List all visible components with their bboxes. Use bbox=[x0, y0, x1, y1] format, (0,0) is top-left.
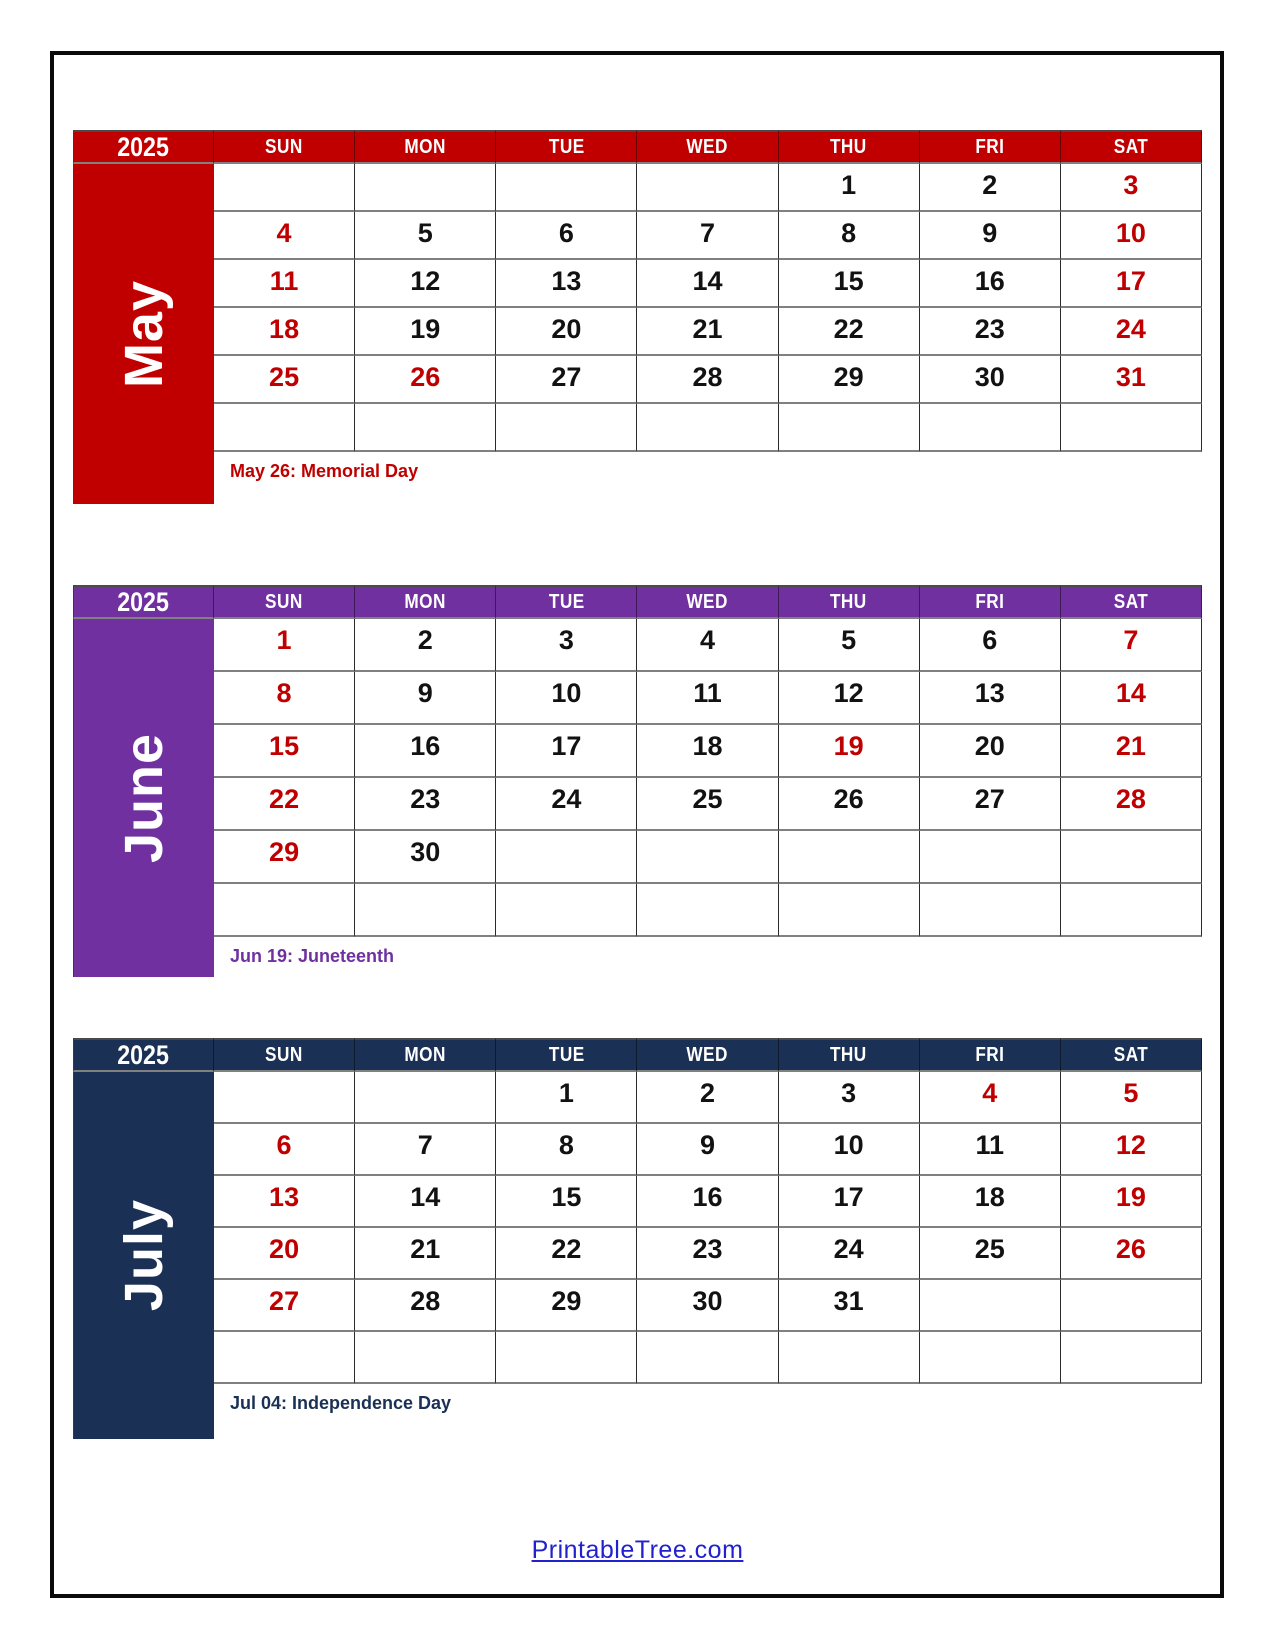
day-cell-june-22: 22 bbox=[214, 778, 355, 831]
day-cell-may-26: 26 bbox=[355, 356, 496, 404]
month-name-label: June bbox=[114, 732, 174, 864]
day-cell-june-28: 28 bbox=[1061, 778, 1202, 831]
day-cell-june-14: 14 bbox=[1061, 672, 1202, 725]
day-cell-june-13: 13 bbox=[920, 672, 1061, 725]
day-cell-june-19: 19 bbox=[779, 725, 920, 778]
day-cell-july-25: 25 bbox=[920, 1228, 1061, 1280]
empty-day-cell bbox=[779, 831, 920, 884]
day-cell-june-2: 2 bbox=[355, 619, 496, 672]
holiday-note-june: Jun 19: Juneteenth bbox=[214, 937, 1202, 977]
day-cell-july-18: 18 bbox=[920, 1176, 1061, 1228]
day-cell-may-9: 9 bbox=[920, 212, 1061, 260]
empty-day-cell bbox=[214, 404, 355, 452]
day-cell-june-25: 25 bbox=[637, 778, 778, 831]
day-cell-may-12: 12 bbox=[355, 260, 496, 308]
day-cell-july-15: 15 bbox=[496, 1176, 637, 1228]
weekday-header-thu: THU bbox=[779, 1038, 920, 1072]
day-cell-june-11: 11 bbox=[637, 672, 778, 725]
weekday-header-fri: FRI bbox=[920, 585, 1061, 619]
day-cell-may-20: 20 bbox=[496, 308, 637, 356]
footer bbox=[0, 1536, 1275, 1565]
empty-day-cell bbox=[496, 1332, 637, 1384]
day-cell-may-7: 7 bbox=[637, 212, 778, 260]
day-cell-may-16: 16 bbox=[920, 260, 1061, 308]
day-cell-may-1: 1 bbox=[779, 164, 920, 212]
weekday-header-mon: MON bbox=[355, 1038, 496, 1072]
empty-day-cell bbox=[920, 831, 1061, 884]
year-label bbox=[73, 130, 214, 164]
day-cell-july-17: 17 bbox=[779, 1176, 920, 1228]
day-cell-july-22: 22 bbox=[496, 1228, 637, 1280]
day-cell-july-7: 7 bbox=[355, 1124, 496, 1176]
day-cell-june-30: 30 bbox=[355, 831, 496, 884]
day-cell-may-3: 3 bbox=[1061, 164, 1202, 212]
day-cell-june-9: 9 bbox=[355, 672, 496, 725]
day-cell-july-11: 11 bbox=[920, 1124, 1061, 1176]
day-cell-july-4: 4 bbox=[920, 1072, 1061, 1124]
empty-day-cell bbox=[1061, 1332, 1202, 1384]
day-cell-july-10: 10 bbox=[779, 1124, 920, 1176]
day-cell-may-17: 17 bbox=[1061, 260, 1202, 308]
june-calendar-grid bbox=[73, 585, 1202, 977]
day-cell-june-24: 24 bbox=[496, 778, 637, 831]
day-cell-june-16: 16 bbox=[355, 725, 496, 778]
day-cell-may-10: 10 bbox=[1061, 212, 1202, 260]
day-cell-may-31: 31 bbox=[1061, 356, 1202, 404]
day-cell-july-21: 21 bbox=[355, 1228, 496, 1280]
day-cell-june-15: 15 bbox=[214, 725, 355, 778]
month-section-july bbox=[73, 1038, 1202, 1439]
empty-day-cell bbox=[920, 884, 1061, 937]
weekday-header-sun: SUN bbox=[214, 1038, 355, 1072]
empty-day-cell bbox=[779, 404, 920, 452]
day-cell-may-15: 15 bbox=[779, 260, 920, 308]
empty-day-cell bbox=[1061, 831, 1202, 884]
empty-day-cell bbox=[214, 164, 355, 212]
weekday-header-tue: TUE bbox=[496, 585, 637, 619]
month-name-label: July bbox=[114, 1199, 174, 1312]
empty-day-cell bbox=[496, 884, 637, 937]
weekday-header-fri: FRI bbox=[920, 130, 1061, 164]
day-cell-july-20: 20 bbox=[214, 1228, 355, 1280]
empty-day-cell bbox=[920, 1332, 1061, 1384]
empty-day-cell bbox=[637, 164, 778, 212]
empty-day-cell bbox=[214, 884, 355, 937]
empty-day-cell bbox=[355, 1072, 496, 1124]
day-cell-june-10: 10 bbox=[496, 672, 637, 725]
day-cell-june-27: 27 bbox=[920, 778, 1061, 831]
day-cell-june-4: 4 bbox=[637, 619, 778, 672]
holiday-note-july: Jul 04: Independence Day bbox=[214, 1384, 1202, 1439]
may-sidebar bbox=[73, 164, 214, 504]
day-cell-july-28: 28 bbox=[355, 1280, 496, 1332]
empty-day-cell bbox=[496, 404, 637, 452]
day-cell-june-21: 21 bbox=[1061, 725, 1202, 778]
day-cell-july-6: 6 bbox=[214, 1124, 355, 1176]
july-calendar-grid bbox=[73, 1038, 1202, 1439]
weekday-header-wed: WED bbox=[637, 130, 778, 164]
day-cell-may-27: 27 bbox=[496, 356, 637, 404]
year-text: 2025 bbox=[117, 1039, 170, 1070]
empty-day-cell bbox=[355, 164, 496, 212]
day-cell-july-26: 26 bbox=[1061, 1228, 1202, 1280]
day-cell-june-18: 18 bbox=[637, 725, 778, 778]
day-cell-july-8: 8 bbox=[496, 1124, 637, 1176]
weekday-header-sat: SAT bbox=[1061, 130, 1202, 164]
weekday-header-sun: SUN bbox=[214, 130, 355, 164]
weekday-header-fri: FRI bbox=[920, 1038, 1061, 1072]
month-section-may bbox=[73, 130, 1202, 504]
day-cell-june-1: 1 bbox=[214, 619, 355, 672]
weekday-header-sat: SAT bbox=[1061, 1038, 1202, 1072]
year-label bbox=[73, 585, 214, 619]
empty-day-cell bbox=[496, 164, 637, 212]
month-section-june bbox=[73, 585, 1202, 977]
empty-day-cell bbox=[637, 831, 778, 884]
day-cell-may-2: 2 bbox=[920, 164, 1061, 212]
empty-day-cell bbox=[496, 831, 637, 884]
day-cell-may-18: 18 bbox=[214, 308, 355, 356]
weekday-header-sun: SUN bbox=[214, 585, 355, 619]
day-cell-may-8: 8 bbox=[779, 212, 920, 260]
may-calendar-grid bbox=[73, 130, 1202, 504]
footer-link[interactable]: PrintableTree.com bbox=[531, 1536, 744, 1564]
weekday-header-sat: SAT bbox=[1061, 585, 1202, 619]
day-cell-may-19: 19 bbox=[355, 308, 496, 356]
day-cell-june-8: 8 bbox=[214, 672, 355, 725]
year-label bbox=[73, 1038, 214, 1072]
day-cell-june-17: 17 bbox=[496, 725, 637, 778]
weekday-header-tue: TUE bbox=[496, 1038, 637, 1072]
july-sidebar bbox=[73, 1072, 214, 1439]
day-cell-july-5: 5 bbox=[1061, 1072, 1202, 1124]
weekday-header-tue: TUE bbox=[496, 130, 637, 164]
day-cell-july-13: 13 bbox=[214, 1176, 355, 1228]
day-cell-july-9: 9 bbox=[637, 1124, 778, 1176]
day-cell-july-1: 1 bbox=[496, 1072, 637, 1124]
weekday-header-mon: MON bbox=[355, 130, 496, 164]
day-cell-june-5: 5 bbox=[779, 619, 920, 672]
empty-day-cell bbox=[920, 1280, 1061, 1332]
empty-day-cell bbox=[637, 404, 778, 452]
day-cell-july-27: 27 bbox=[214, 1280, 355, 1332]
day-cell-june-3: 3 bbox=[496, 619, 637, 672]
empty-day-cell bbox=[637, 1332, 778, 1384]
empty-day-cell bbox=[637, 884, 778, 937]
day-cell-may-24: 24 bbox=[1061, 308, 1202, 356]
empty-day-cell bbox=[355, 1332, 496, 1384]
day-cell-may-13: 13 bbox=[496, 260, 637, 308]
month-name-label: May bbox=[114, 279, 174, 389]
empty-day-cell bbox=[1061, 1280, 1202, 1332]
june-sidebar bbox=[73, 619, 214, 977]
year-text: 2025 bbox=[117, 131, 170, 162]
day-cell-may-11: 11 bbox=[214, 260, 355, 308]
empty-day-cell bbox=[214, 1072, 355, 1124]
day-cell-july-12: 12 bbox=[1061, 1124, 1202, 1176]
weekday-header-thu: THU bbox=[779, 130, 920, 164]
day-cell-july-31: 31 bbox=[779, 1280, 920, 1332]
empty-day-cell bbox=[355, 884, 496, 937]
day-cell-june-7: 7 bbox=[1061, 619, 1202, 672]
day-cell-june-6: 6 bbox=[920, 619, 1061, 672]
holiday-note-may: May 26: Memorial Day bbox=[214, 452, 1202, 504]
day-cell-may-5: 5 bbox=[355, 212, 496, 260]
day-cell-june-12: 12 bbox=[779, 672, 920, 725]
day-cell-july-30: 30 bbox=[637, 1280, 778, 1332]
day-cell-may-4: 4 bbox=[214, 212, 355, 260]
day-cell-june-29: 29 bbox=[214, 831, 355, 884]
day-cell-may-22: 22 bbox=[779, 308, 920, 356]
day-cell-july-2: 2 bbox=[637, 1072, 778, 1124]
day-cell-june-23: 23 bbox=[355, 778, 496, 831]
weekday-header-thu: THU bbox=[779, 585, 920, 619]
day-cell-july-14: 14 bbox=[355, 1176, 496, 1228]
day-cell-july-29: 29 bbox=[496, 1280, 637, 1332]
empty-day-cell bbox=[779, 884, 920, 937]
year-text: 2025 bbox=[117, 586, 170, 617]
day-cell-july-24: 24 bbox=[779, 1228, 920, 1280]
empty-day-cell bbox=[1061, 404, 1202, 452]
weekday-header-wed: WED bbox=[637, 585, 778, 619]
empty-day-cell bbox=[779, 1332, 920, 1384]
day-cell-may-6: 6 bbox=[496, 212, 637, 260]
weekday-header-wed: WED bbox=[637, 1038, 778, 1072]
empty-day-cell bbox=[920, 404, 1061, 452]
day-cell-july-19: 19 bbox=[1061, 1176, 1202, 1228]
day-cell-july-3: 3 bbox=[779, 1072, 920, 1124]
empty-day-cell bbox=[1061, 884, 1202, 937]
day-cell-may-23: 23 bbox=[920, 308, 1061, 356]
day-cell-may-29: 29 bbox=[779, 356, 920, 404]
day-cell-may-21: 21 bbox=[637, 308, 778, 356]
day-cell-may-14: 14 bbox=[637, 260, 778, 308]
weekday-header-mon: MON bbox=[355, 585, 496, 619]
empty-day-cell bbox=[214, 1332, 355, 1384]
day-cell-may-28: 28 bbox=[637, 356, 778, 404]
day-cell-june-26: 26 bbox=[779, 778, 920, 831]
empty-day-cell bbox=[355, 404, 496, 452]
day-cell-may-25: 25 bbox=[214, 356, 355, 404]
day-cell-may-30: 30 bbox=[920, 356, 1061, 404]
day-cell-june-20: 20 bbox=[920, 725, 1061, 778]
day-cell-july-16: 16 bbox=[637, 1176, 778, 1228]
day-cell-july-23: 23 bbox=[637, 1228, 778, 1280]
